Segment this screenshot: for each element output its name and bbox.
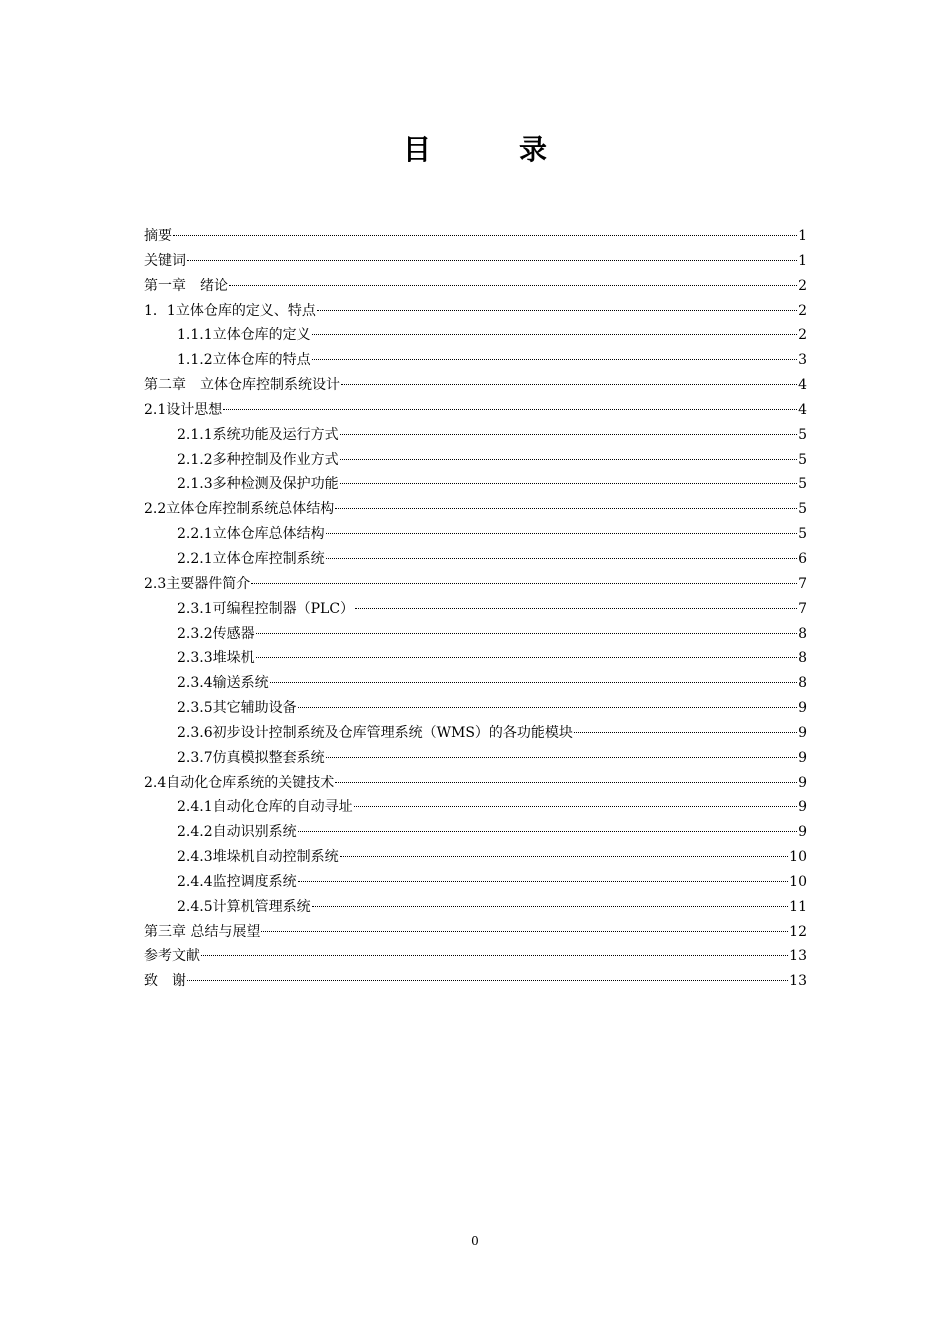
toc-entry[interactable] — [144, 721, 807, 746]
dot-leader — [312, 906, 789, 907]
toc-entry-label: 2.3.2传感器 — [177, 625, 255, 642]
dot-leader — [261, 931, 788, 932]
toc-entry-label: 关键词 — [144, 252, 186, 269]
toc-entry[interactable] — [144, 845, 807, 870]
toc-entry-page-number: 7 — [798, 600, 807, 617]
dot-leader — [270, 682, 797, 683]
toc-entry-page-number: 9 — [798, 700, 807, 717]
toc-entry-page-number: 4 — [798, 377, 807, 394]
toc-entry-label: 2.4.2自动识别系统 — [177, 824, 297, 841]
toc-entry-page-number: 9 — [798, 774, 807, 791]
dot-leader — [173, 235, 797, 236]
toc-entry[interactable] — [144, 472, 807, 497]
toc-entry[interactable] — [144, 249, 807, 274]
dot-leader — [298, 707, 797, 708]
dot-leader — [354, 806, 797, 807]
toc-entry[interactable] — [144, 373, 807, 398]
toc-entry[interactable] — [144, 323, 807, 348]
toc-entry[interactable] — [144, 547, 807, 572]
dot-leader — [298, 831, 797, 832]
toc-entry-page-number: 2 — [798, 277, 807, 294]
dot-leader — [187, 260, 797, 261]
toc-entry[interactable] — [144, 398, 807, 423]
dot-leader — [251, 583, 797, 584]
dot-leader — [223, 409, 797, 410]
toc-entry[interactable] — [144, 820, 807, 845]
toc-entry-label: 2.2.1立体仓库控制系统 — [177, 550, 325, 567]
toc-entry[interactable] — [144, 646, 807, 671]
toc-entry[interactable] — [144, 944, 807, 969]
dot-leader — [574, 732, 797, 733]
toc-entry-label: 2.3.6初步设计控制系统及仓库管理系统（WMS）的各功能模块 — [177, 724, 573, 741]
toc-entry[interactable] — [144, 920, 807, 945]
toc-entry-page-number: 8 — [798, 625, 807, 642]
table-of-contents — [144, 224, 807, 994]
toc-entry[interactable] — [144, 870, 807, 895]
toc-entry-label: 1.1.2立体仓库的特点 — [177, 352, 311, 369]
toc-entry-page-number: 13 — [789, 973, 807, 990]
toc-entry-label: 2.3.3堆垛机 — [177, 650, 255, 667]
toc-entry-page-number: 11 — [789, 898, 807, 915]
toc-entry[interactable] — [144, 795, 807, 820]
toc-entry-page-number: 8 — [798, 650, 807, 667]
toc-entry-page-number: 10 — [789, 873, 807, 890]
toc-entry-label: 摘要 — [144, 228, 172, 244]
toc-entry-page-number: 9 — [798, 824, 807, 841]
toc-entry-page-number: 13 — [789, 948, 807, 965]
page-number: 0 — [471, 1234, 479, 1248]
toc-entry[interactable] — [144, 895, 807, 920]
toc-entry-page-number: 5 — [798, 426, 807, 443]
dot-leader — [312, 334, 797, 335]
toc-entry-label: 参考文献 — [144, 948, 200, 965]
dot-leader — [340, 483, 797, 484]
toc-entry[interactable] — [144, 224, 807, 249]
toc-entry[interactable] — [144, 274, 807, 299]
toc-entry-page-number: 5 — [798, 526, 807, 543]
toc-entry-page-number: 1 — [798, 228, 807, 244]
toc-entry-page-number: 9 — [798, 799, 807, 816]
toc-entry[interactable] — [144, 522, 807, 547]
toc-entry[interactable] — [144, 423, 807, 448]
toc-entry-label: 2.3主要器件简介 — [144, 575, 251, 592]
toc-entry[interactable] — [144, 746, 807, 771]
toc-entry-label: 2.1.3多种检测及保护功能 — [177, 476, 339, 493]
toc-entry-page-number: 9 — [798, 749, 807, 766]
dot-leader — [229, 285, 797, 286]
dot-leader — [312, 359, 797, 360]
toc-entry-label: 2.4.5计算机管理系统 — [177, 898, 311, 915]
toc-entry-page-number: 5 — [798, 476, 807, 493]
dot-leader — [317, 310, 797, 311]
toc-entry-page-number: 2 — [798, 327, 807, 344]
toc-entry[interactable] — [144, 696, 807, 721]
toc-entry-label: 第一章 绪论 — [144, 277, 228, 294]
dot-leader — [355, 608, 797, 609]
dot-leader — [326, 533, 797, 534]
toc-entry-label: 2.4自动化仓库系统的关键技术 — [144, 774, 335, 791]
toc-entry-label: 1．1立体仓库的定义、特点 — [144, 302, 316, 319]
toc-entry[interactable] — [144, 448, 807, 473]
dot-leader — [298, 881, 789, 882]
toc-entry-page-number: 9 — [798, 724, 807, 741]
dot-leader — [326, 558, 797, 559]
toc-entry-page-number: 1 — [798, 252, 807, 269]
toc-entry-label: 2.3.5其它辅助设备 — [177, 700, 297, 717]
dot-leader — [187, 980, 788, 981]
toc-entry-page-number: 6 — [798, 550, 807, 567]
toc-entry-page-number: 10 — [789, 849, 807, 866]
dot-leader — [326, 757, 797, 758]
toc-entry-page-number: 2 — [798, 302, 807, 319]
toc-entry-label: 第二章 立体仓库控制系统设计 — [144, 377, 340, 394]
toc-entry[interactable] — [144, 622, 807, 647]
toc-entry-label: 2.3.4输送系统 — [177, 675, 269, 692]
toc-entry-label: 2.3.7仿真模拟整套系统 — [177, 749, 325, 766]
dot-leader — [201, 955, 788, 956]
toc-entry-label: 2.4.1自动化仓库的自动寻址 — [177, 799, 353, 816]
toc-entry-page-number: 8 — [798, 675, 807, 692]
dot-leader — [256, 633, 797, 634]
toc-entry[interactable] — [144, 348, 807, 373]
toc-entry-page-number: 12 — [789, 923, 807, 940]
toc-entry-label: 2.1.2多种控制及作业方式 — [177, 451, 339, 468]
toc-entry-page-number: 5 — [798, 451, 807, 468]
toc-entry-label: 致 谢 — [144, 973, 186, 990]
dot-leader — [335, 782, 797, 783]
toc-entry-page-number: 3 — [798, 352, 807, 369]
toc-entry-label: 2.3.1可编程控制器（PLC） — [177, 600, 355, 617]
toc-entry-label: 1.1.1立体仓库的定义 — [177, 327, 311, 344]
toc-entry-label: 2.1设计思想 — [144, 401, 223, 418]
toc-entry[interactable] — [144, 497, 807, 522]
toc-entry[interactable] — [144, 597, 807, 622]
toc-entry-label: 2.1.1系统功能及运行方式 — [177, 426, 339, 443]
toc-entry-page-number: 4 — [798, 401, 807, 418]
dot-leader — [256, 657, 797, 658]
toc-entry-label: 2.2.1立体仓库总体结构 — [177, 526, 325, 543]
dot-leader — [340, 856, 789, 857]
dot-leader — [341, 384, 797, 385]
toc-entry[interactable] — [144, 572, 807, 597]
toc-entry-label: 2.4.3堆垛机自动控制系统 — [177, 849, 339, 866]
toc-entry-page-number: 5 — [798, 501, 807, 518]
toc-entry[interactable] — [144, 969, 807, 994]
toc-entry-page-number: 7 — [798, 575, 807, 592]
toc-entry[interactable] — [144, 299, 807, 324]
dot-leader — [335, 508, 797, 509]
page-title: 目 录 — [402, 133, 577, 166]
dot-leader — [340, 434, 797, 435]
toc-entry[interactable] — [144, 771, 807, 796]
toc-entry-label: 第三章 总结与展望 — [144, 923, 261, 940]
toc-entry[interactable] — [144, 671, 807, 696]
toc-entry-label: 2.2立体仓库控制系统总体结构 — [144, 501, 335, 518]
dot-leader — [340, 459, 797, 460]
toc-entry-label: 2.4.4监控调度系统 — [177, 873, 297, 890]
